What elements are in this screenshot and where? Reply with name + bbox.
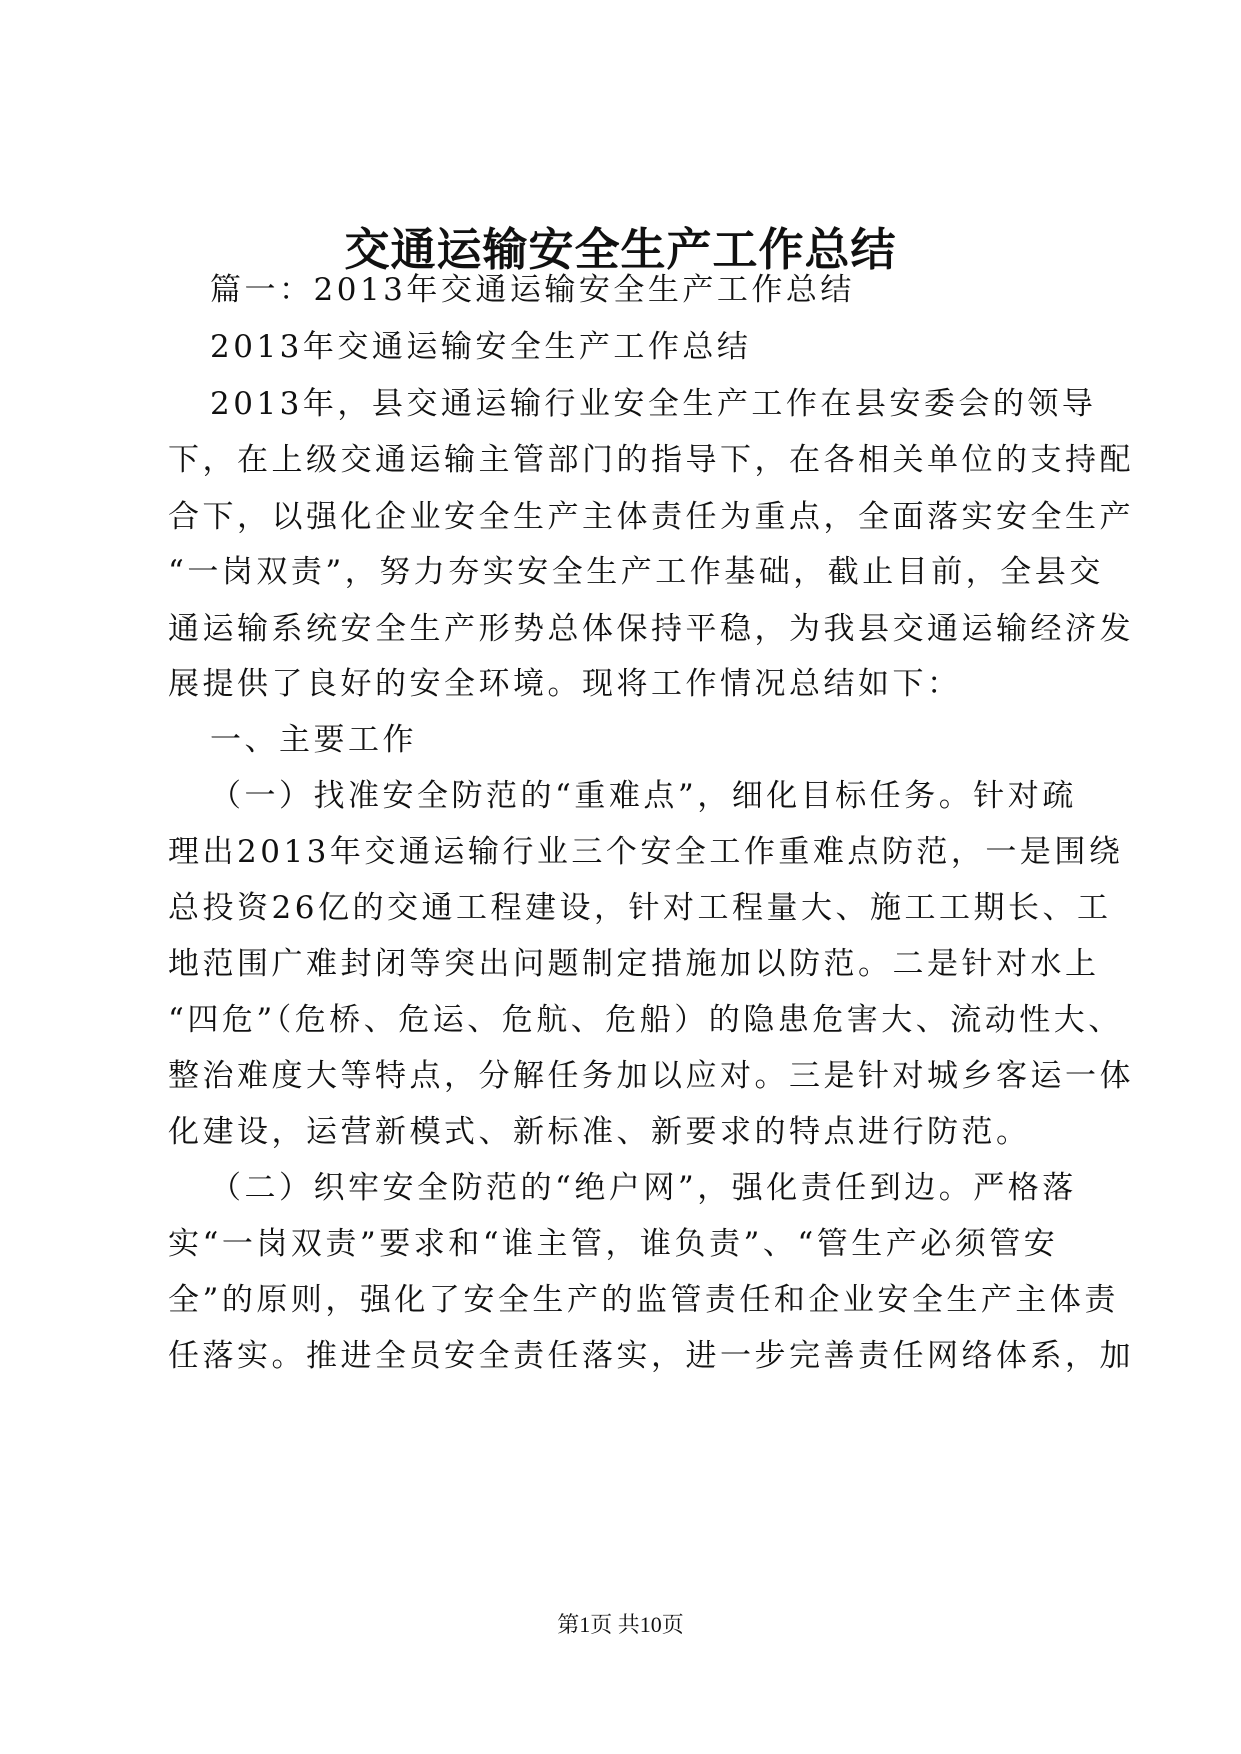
subheading-line: 2013年交通运输安全生产工作总结	[210, 329, 752, 365]
paragraph-line: 展提供了良好的安全环境。现将工作情况总结如下：	[168, 666, 962, 702]
paragraph-line: 合下，以强化企业安全生产主体责任为重点，全面落实安全生产	[168, 499, 1134, 535]
page-number-footer: 第1页 共10页	[557, 1612, 684, 1637]
paragraph-line: 化建设，运营新模式、新标准、新要求的特点进行防范。	[168, 1114, 1031, 1150]
paragraph-line: 任落实。推进全员安全责任落实，进一步完善责任网络体系，加	[168, 1338, 1134, 1374]
paragraph-line: 通运输系统安全生产形势总体保持平稳，为我县交通运输经济发	[168, 611, 1134, 647]
paragraph-line: “四危”（危桥、危运、危航、危船）的隐患危害大、流动性大、	[168, 1002, 1123, 1038]
paragraph-line: 地范围广难封闭等突出问题制定措施加以防范。二是针对水上	[168, 946, 1100, 982]
paragraph-line: 整治难度大等特点，分解任务加以应对。三是针对城乡客运一体	[168, 1058, 1134, 1094]
document-title: 交通运输安全生产工作总结	[344, 223, 897, 276]
paragraph-line: 下，在上级交通运输主管部门的指导下，在各相关单位的支持配	[168, 442, 1134, 478]
paragraph-line: 2013年，县交通运输行业安全生产工作在县安委会的领导	[210, 386, 1097, 422]
paragraph-line: （二）织牢安全防范的“绝户网”，强化责任到边。严格落	[210, 1170, 1077, 1206]
paragraph-line: 理出2013年交通运输行业三个安全工作重难点防范，一是围绕	[168, 834, 1124, 870]
paragraph-line: 总投资26亿的交通工程建设，针对工程量大、施工工期长、工	[168, 890, 1112, 926]
subheading-line: 篇一：2013年交通运输安全生产工作总结	[210, 272, 855, 308]
paragraph-line: （一）找准安全防范的“重难点”，细化目标任务。针对疏	[210, 778, 1077, 814]
section-heading: 一、主要工作	[210, 722, 417, 758]
paragraph-line: 实“一岗双责”要求和“谁主管，谁负责”、“管生产必须管安	[168, 1226, 1059, 1262]
paragraph-line: “一岗双责”，努力夯实安全生产工作基础，截止目前，全县交	[168, 554, 1104, 590]
paragraph-line: 全”的原则，强化了安全生产的监管责任和企业安全生产主体责	[168, 1282, 1119, 1318]
